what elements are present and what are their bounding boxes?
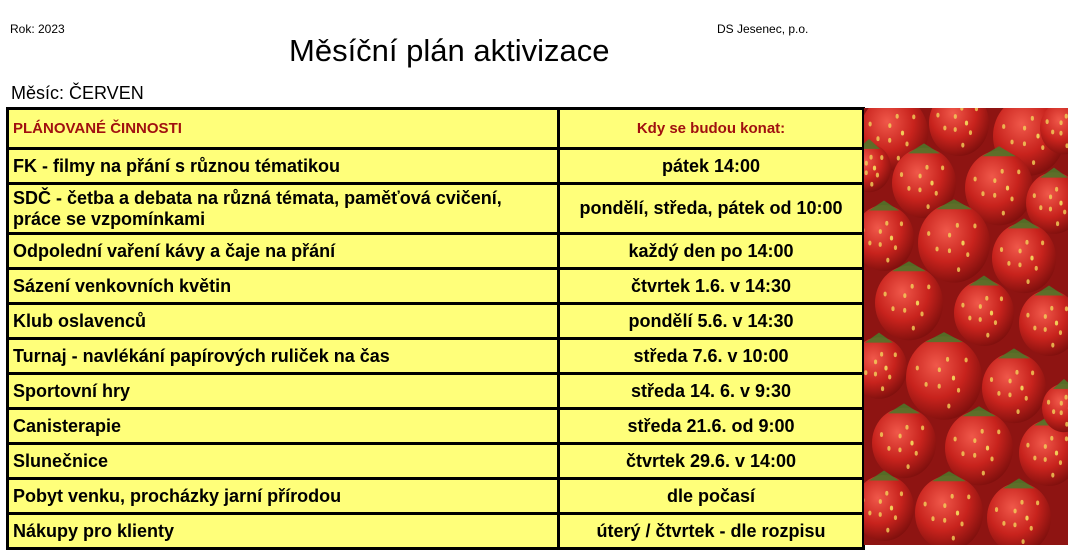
table-row bbox=[8, 234, 864, 269]
activity-cell: Klub oslavenců bbox=[8, 304, 559, 339]
when-cell: dle počasí bbox=[559, 479, 864, 514]
when-cell: pondělí 5.6. v 14:30 bbox=[559, 304, 864, 339]
activity-cell: SDČ - četba a debata na různá témata, paměťová cvičení, práce se vzpomínkami bbox=[8, 184, 559, 234]
table-row bbox=[8, 374, 864, 409]
activity-cell: FK - filmy na přání s různou tématikou bbox=[8, 149, 559, 184]
table-row bbox=[8, 444, 864, 479]
column-header-when: Kdy se budou konat: bbox=[559, 109, 864, 149]
activity-cell: Odpolední vaření kávy a čaje na přání bbox=[8, 234, 559, 269]
when-cell: úterý / čtvrtek - dle rozpisu bbox=[559, 514, 864, 549]
table-row bbox=[8, 409, 864, 444]
page-title: Měsíční plán aktivizace bbox=[289, 33, 610, 68]
when-cell: pátek 14:00 bbox=[559, 149, 864, 184]
activity-cell: Sportovní hry bbox=[8, 374, 559, 409]
when-cell: středa 21.6. od 9:00 bbox=[559, 409, 864, 444]
when-cell: čtvrtek 29.6. v 14:00 bbox=[559, 444, 864, 479]
activity-cell: Turnaj - navlékání papírových ruliček na čas bbox=[8, 339, 559, 374]
strawberries-photo-icon bbox=[864, 108, 1068, 545]
when-cell: pondělí, středa, pátek od 10:00 bbox=[559, 184, 864, 234]
table-row bbox=[8, 514, 864, 549]
activity-cell: Canisterapie bbox=[8, 409, 559, 444]
column-header-activity: PLÁNOVANÉ ČINNOSTI bbox=[8, 109, 559, 149]
when-cell: každý den po 14:00 bbox=[559, 234, 864, 269]
organization-label: DS Jesenec, p.o. bbox=[717, 22, 809, 36]
table-header-row bbox=[8, 109, 864, 149]
when-cell: středa 7.6. v 10:00 bbox=[559, 339, 864, 374]
table-row bbox=[8, 304, 864, 339]
when-cell: čtvrtek 1.6. v 14:30 bbox=[559, 269, 864, 304]
table-row bbox=[8, 479, 864, 514]
when-cell: středa 14. 6. v 9:30 bbox=[559, 374, 864, 409]
table-row bbox=[8, 184, 864, 234]
activity-cell: Nákupy pro klienty bbox=[8, 514, 559, 549]
table-row bbox=[8, 339, 864, 374]
year-label: Rok: 2023 bbox=[10, 22, 65, 36]
month-label: Měsíc: ČERVEN bbox=[11, 83, 144, 103]
table-row bbox=[8, 149, 864, 184]
activity-plan-table bbox=[6, 107, 865, 550]
activity-cell: Slunečnice bbox=[8, 444, 559, 479]
activity-cell: Sázení venkovních květin bbox=[8, 269, 559, 304]
activity-cell: Pobyt venku, procházky jarní přírodou bbox=[8, 479, 559, 514]
table-row bbox=[8, 269, 864, 304]
